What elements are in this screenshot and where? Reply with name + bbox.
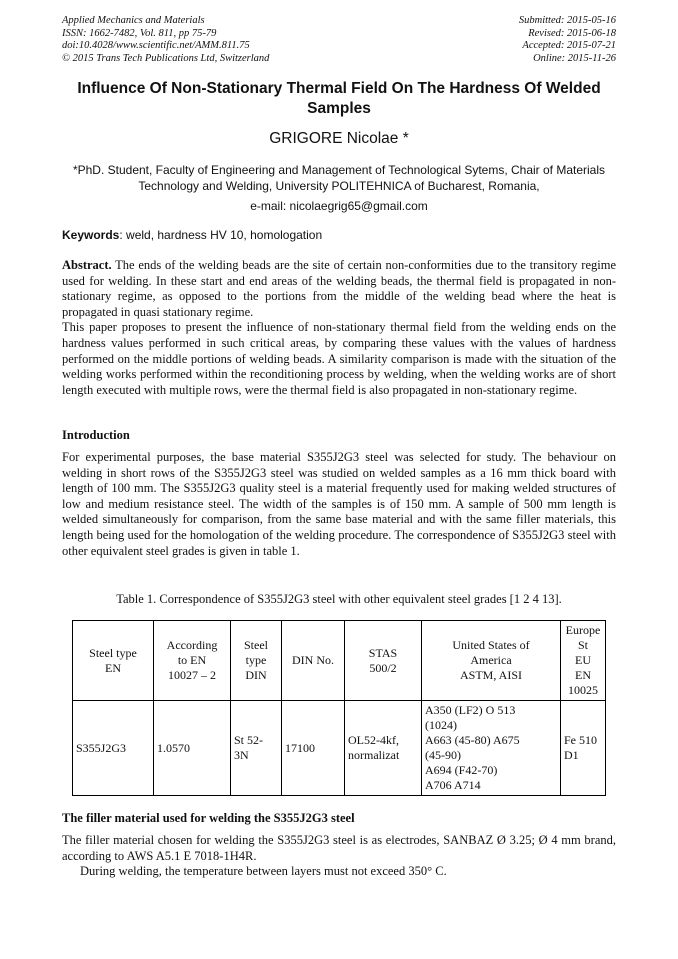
abstract <box>62 258 616 398</box>
filler-paragraph-2: During welding, the temperature between layers must not exceed 350° C. <box>80 864 447 879</box>
dates-info <box>519 15 616 65</box>
issn-line: ISSN: 1662-7482, Vol. 811, pp 75-79 <box>62 27 217 39</box>
cell-steel-type-din: St 52- 3N <box>231 701 282 796</box>
table-caption: Table 1. Correspondence of S355J2G3 steel with other equivalent steel grades [1 2 4 13]. <box>116 592 562 606</box>
header-steel-type-din: Steel type DIN <box>231 621 282 701</box>
journal-info <box>62 15 269 65</box>
header-astm-aisi: United States of America ASTM, AISI <box>422 621 561 701</box>
cell-stas: OL52-4kf, normalizat <box>345 701 422 796</box>
revised-date: Revised: 2015-06-18 <box>528 27 616 39</box>
filler-text <box>62 833 616 880</box>
cell-en-10027: 1.0570 <box>154 701 231 796</box>
paper-title: Influence Of Non-Stationary Thermal Field On The Hardness Of Welded Samples <box>77 80 601 117</box>
author-email: e-mail: nicolaegrig65@gmail.com <box>250 199 428 213</box>
introduction-text: For experimental purposes, the base material S355J2G3 steel was selected for study. The behaviour on welding in short rows of the S355J2G3 steel was studied on welded samples as a 16 mm thick board with length of 100 mm. The S355J2G3 quality steel is a material frequently used for making welded structures of low and medium resistance steel. The width of the samples is of 150 mm. A sample of 500 mm length is welded simultaneously for comparison, from the same base material and with the same filler materials, this length being used for the homologation of the welding procedure. The correspondence of S355J2G3 steel with other equivalent steel grades is given in table 1. <box>62 450 616 558</box>
cell-astm-aisi: A350 (LF2) O 513 (1024) A663 (45-80) A675 (45-90) A694 (F42-70) A706 A714 <box>422 701 561 796</box>
abstract-paragraph-1: The ends of the welding beads are the site of certain non-conformities due to the transitory regime used for welding. In these start and end areas of the welding beads, the thermal field is propagated in non-stationary regime, as opposed to the portions from the middle of the welding bead where the heat is propagated in quasi stationary regime. <box>62 258 616 319</box>
header-steel-type-en: Steel type EN <box>73 621 154 701</box>
cell-eu-en-10025: Fe 510 D1 <box>561 701 606 796</box>
online-date: Online: 2015-11-26 <box>533 52 616 64</box>
keywords-label: Keywords <box>62 228 120 242</box>
keywords <box>62 228 322 242</box>
affiliation: *PhD. Student, Faculty of Engineering and Management of Technological Sytems, Chair of Materials Technology and Welding, University POLITEHNICA of Bucharest, Romania, <box>72 163 606 193</box>
header-stas: STAS 500/2 <box>345 621 422 701</box>
journal-name: Applied Mechanics and Materials <box>62 15 205 26</box>
doi-line: doi:10.4028/www.scientific.net/AMM.811.75 <box>62 40 250 51</box>
header-eu-en-10025: Europe St EU EN 10025 <box>561 621 606 701</box>
copyright-line: © 2015 Trans Tech Publications Ltd, Switzerland <box>62 52 270 64</box>
cell-steel-type-en: S355J2G3 <box>73 701 154 796</box>
introduction-heading: Introduction <box>62 428 130 442</box>
filler-paragraph-1: The filler material chosen for welding the S355J2G3 steel is as electrodes, SANBAZ Ø 3.25; Ø 4 mm brand, according to AWS A5.1 E 7018-1H4R. <box>62 833 616 863</box>
steel-grades-table <box>72 620 606 796</box>
header-din-no: DIN No. <box>282 621 345 701</box>
abstract-label: Abstract. <box>62 258 112 272</box>
table-header-row <box>73 621 606 701</box>
header-en-10027: According to EN 10027 – 2 <box>154 621 231 701</box>
filler-heading: The filler material used for welding the S355J2G3 steel <box>62 811 355 825</box>
submitted-date: Submitted: 2015-05-16 <box>518 15 616 26</box>
table-row <box>73 701 606 796</box>
abstract-paragraph-2: This paper proposes to present the influence of non-stationary thermal field from the welding ends on the hardness values performed in such critical areas, by comparing these values with the values of hardness performed on the middle portions of welding beads. A similarity comparison is made with the situation of the welding works performed within the reconditioning process by welding, when the welding works are of short length executed with multiple rows, were the thermal field is also propagated in non-stationary regime. <box>62 320 616 397</box>
keywords-text: : weld, hardness HV 10, homologation <box>119 228 323 242</box>
accepted-date: Accepted: 2015-07-21 <box>522 40 616 51</box>
cell-din-no: 17100 <box>282 701 345 796</box>
author-name: GRIGORE Nicolae * <box>269 130 409 147</box>
